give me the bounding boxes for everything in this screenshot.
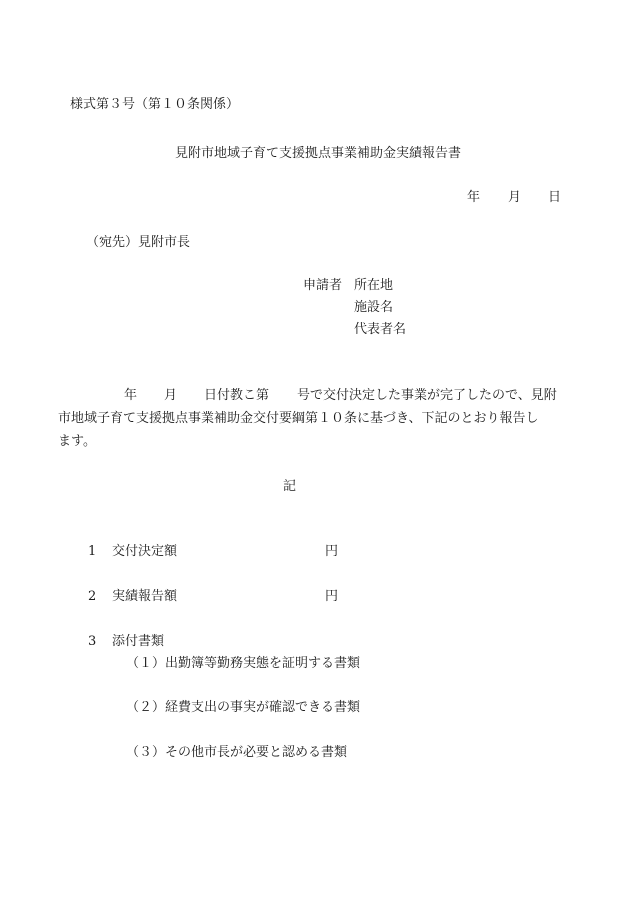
item-number: 1	[88, 544, 97, 559]
date-year-label: 年	[467, 190, 481, 205]
applicant-label: 申請者	[303, 278, 343, 293]
body-year-label: 年	[124, 388, 138, 403]
body-month-label: 月	[164, 388, 178, 403]
item-label: 添付書類	[112, 634, 165, 649]
item-number: 2	[88, 589, 97, 604]
date-day-label: 日	[548, 190, 562, 205]
date-month-label: 月	[508, 190, 522, 205]
body-number-suffix: 号で交付決定した事業が完了したので、見附	[297, 388, 557, 403]
body-line-2: 市地域子育て支援拠点事業補助金交付要綱第１０条に基づき、下記のとおり報告し	[58, 411, 539, 426]
attachment-item: （２）経費支出の事実が確認できる書類	[126, 700, 361, 715]
item-label: 実績報告額	[112, 589, 178, 604]
address-label: 所在地	[354, 278, 394, 293]
body-line-3: ます。	[58, 434, 96, 449]
facility-label: 施設名	[354, 300, 394, 315]
representative-label: 代表者名	[354, 322, 407, 337]
attachment-item: （１）出勤簿等勤務実態を証明する書類	[126, 656, 361, 671]
body-date-ref: 日付教こ第	[204, 388, 270, 403]
form-number: 様式第３号（第１０条関係）	[70, 97, 240, 112]
item-label: 交付決定額	[112, 544, 178, 559]
document-title: 見附市地域子育て支援拠点事業補助金実績報告書	[175, 146, 462, 161]
addressee: （宛先）見附市長	[86, 235, 191, 250]
item-number: 3	[88, 634, 97, 649]
item-unit: 円	[325, 589, 339, 604]
item-unit: 円	[325, 544, 339, 559]
attachment-item: （３）その他市長が必要と認める書類	[126, 745, 348, 760]
ki-heading: 記	[283, 479, 297, 494]
